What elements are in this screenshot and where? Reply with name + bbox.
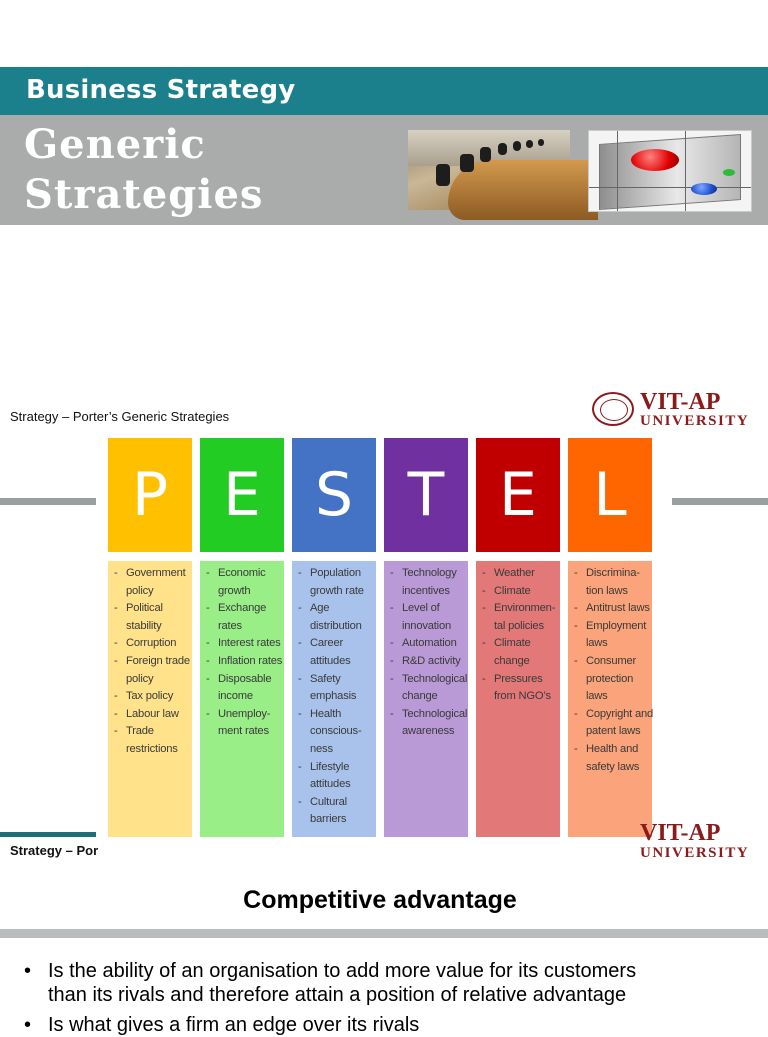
pestel-factor-line: income — [218, 690, 253, 703]
pestel-factor-line: - Weather — [479, 565, 557, 583]
pestel-factor-line: attitudes — [310, 778, 351, 791]
pestel-factor-list — [476, 561, 560, 837]
pestel-factor-line: - Climate — [479, 635, 557, 653]
pestel-factor-line: - Lifestyle — [295, 759, 373, 777]
pestel-factor-line: - Health and — [571, 741, 649, 759]
logo-sub: UNIVERSITY — [640, 413, 750, 429]
boardroom-photo — [408, 130, 570, 210]
pestel-factor-line: - Tax policy — [111, 688, 189, 706]
pestel-factor-list — [200, 561, 284, 837]
slide-title — [24, 120, 263, 220]
pestel-factor-line: - Foreign trade — [111, 653, 189, 671]
pestel-factor-line: - Discrimina- — [571, 565, 649, 583]
pestel-letter-1: P — [108, 438, 192, 552]
pestel-letter-6: L — [568, 438, 652, 552]
pestel-factor-line: - Political — [111, 600, 189, 618]
pestel-factor-line: - Automation — [387, 635, 465, 653]
pestel-factor-line: - Pressures — [479, 671, 557, 689]
competitive-advantage-title: Competitive advantage — [243, 886, 517, 914]
logo-partial — [640, 820, 768, 864]
logo-name: VIT-AP — [640, 389, 721, 415]
pestel-factor-line: - Career — [295, 635, 373, 653]
pestel-factor-line: tal policies — [494, 619, 544, 632]
pestel-factor-line: - Technology — [387, 565, 465, 583]
pestel-factor-line: protection — [586, 672, 634, 685]
pestel-factor-line: - Environmen- — [479, 600, 557, 618]
band-title: Business Strategy — [26, 75, 296, 105]
pestel-factor-line: - Technological — [387, 706, 465, 724]
pestel-factor-line: - Antitrust laws — [571, 600, 649, 618]
pestel-factor-line: - Population — [295, 565, 373, 583]
pestel-factor-line: ness — [310, 742, 333, 755]
pestel-factor-list — [292, 561, 376, 837]
pestel-factor-line: - Disposable — [203, 671, 281, 689]
strategy-header: Strategy – Porter’s Generic Strategies — [10, 409, 230, 424]
bullet-dot: • — [24, 960, 32, 982]
pestel-factor-list — [568, 561, 652, 837]
pestel-factor-line: change — [494, 654, 530, 667]
pestel-factor-line: - Safety — [295, 671, 373, 689]
pestel-letter-3: S — [292, 438, 376, 552]
pestel-factor-line: policy — [126, 672, 154, 685]
pestel-factor-line: stability — [126, 619, 162, 632]
pestel-letter-4: T — [384, 438, 468, 552]
pestel-factor-line: patent laws — [586, 725, 641, 738]
pestel-letter-2: E — [200, 438, 284, 552]
pestel-factor-line: conscious- — [310, 725, 362, 738]
pestel-factor-line: - Consumer — [571, 653, 649, 671]
pestel-factor-line: policy — [126, 584, 154, 597]
pestel-factor-line: - Interest rates — [203, 635, 281, 653]
pestel-factor-line: ment rates — [218, 725, 269, 738]
pestel-factor-line: change — [402, 690, 438, 703]
pestel-factor-line: - Health — [295, 706, 373, 724]
strategy-header-partial: Strategy – Por — [10, 843, 99, 858]
pestel-factor-line: growth — [218, 584, 251, 597]
pestel-factor-line: from NGO’s — [494, 690, 551, 703]
divider-left — [0, 498, 96, 505]
pestel-factor-line: growth rate — [310, 584, 364, 597]
university-seal-icon — [592, 392, 634, 426]
teal-divider — [0, 832, 96, 837]
bullet-text: than its rivals and therefore attain a position of relative advantage — [48, 984, 627, 1006]
pestel-factor-line: - Unemploy- — [203, 706, 281, 724]
pestel-factor-line: distribution — [310, 619, 362, 632]
pestel-factor-line: rates — [218, 619, 242, 632]
divider-right — [672, 498, 768, 505]
pestel-factor-line: - Corruption — [111, 635, 189, 653]
pestel-factor-line: - Technological — [387, 671, 465, 689]
logo-name-partial: VIT-AP — [640, 820, 721, 846]
pestel-factor-line: - R&D activity — [387, 653, 465, 671]
pestel-factor-line: - Economic — [203, 565, 281, 583]
pestel-letter-5: E — [476, 438, 560, 552]
slide-title-line-1: Generic — [24, 121, 206, 168]
pestel-factor-line: - Employment — [571, 618, 649, 636]
pestel-factor-line: - Climate — [479, 583, 557, 601]
pestel-factor-line: - Cultural — [295, 794, 373, 812]
pestel-factor-line: laws — [586, 690, 608, 703]
pestel-factor-line: - Level of — [387, 600, 465, 618]
bullet-text: Is the ability of an organisation to add more value for its customers — [48, 960, 637, 982]
pestel-diagram — [96, 430, 672, 844]
pestel-factor-line: emphasis — [310, 690, 357, 703]
pestel-factor-line: - Exchange — [203, 600, 281, 618]
pestel-factor-line: safety laws — [586, 760, 640, 773]
pestel-factor-line: attitudes — [310, 654, 351, 667]
pestel-factor-line: laws — [586, 637, 608, 650]
spheres-illustration — [588, 130, 752, 212]
pestel-factor-line: - Government — [111, 565, 189, 583]
pestel-factor-line: - Inflation rates — [203, 653, 281, 671]
pestel-factor-line: - Copyright and — [571, 706, 649, 724]
pestel-factor-line: - Trade — [111, 723, 189, 741]
pestel-factor-list — [384, 561, 468, 837]
pestel-factor-line: - Labour law — [111, 706, 189, 724]
title-underline-bar — [0, 929, 768, 938]
pestel-factor-line: innovation — [402, 619, 452, 632]
pestel-factor-line: - Age — [295, 600, 373, 618]
pestel-factor-line: incentives — [402, 584, 450, 597]
pestel-factor-list — [108, 561, 192, 837]
logo-sub-partial: UNIVERSITY — [640, 845, 750, 861]
bullet-text: Is what gives a firm an edge over its rivals — [48, 1014, 420, 1036]
pestel-factor-line: barriers — [310, 813, 347, 826]
slide-title-line-2: Strategies — [24, 171, 264, 218]
bullet-dot: • — [24, 1014, 32, 1036]
pestel-factor-line: restrictions — [126, 742, 178, 755]
pestel-factor-line: tion laws — [586, 584, 628, 597]
pestel-factor-line: awareness — [402, 725, 455, 738]
